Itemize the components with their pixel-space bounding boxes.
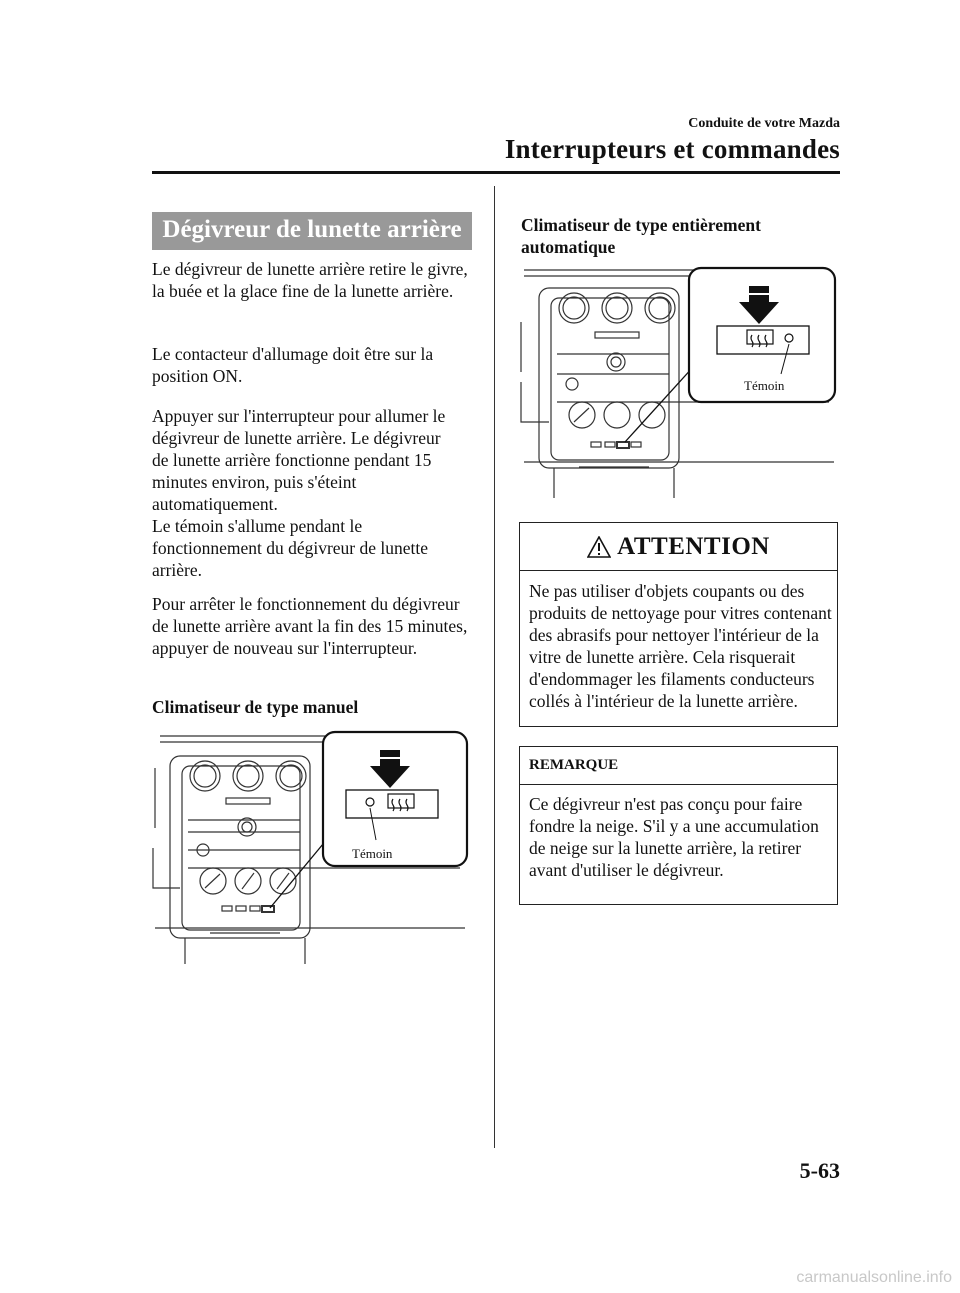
note-body: Ce dégivreur n'est pas conçu pour faire fondre la neige. S'il y a une accumulation de neige sur la lunette arrière, la retirer avant d'utiliser le dégivreur. [529, 794, 819, 880]
section-banner-wrap [152, 212, 472, 250]
operation-line: automatiquement. [152, 494, 278, 514]
stop-paragraph: Pour arrêter le fonctionnement du dégivreur de lunette arrière avant la fin des 15 minutes, appuyer de nouveau sur l'interrupteur. [152, 594, 468, 658]
operation-line: minutes environ, puis s'éteint [152, 472, 357, 492]
attention-header [520, 523, 837, 571]
auto-indicator-label: Témoin [744, 378, 785, 393]
operation-line: Appuyer sur l'interrupteur pour allumer le [152, 406, 446, 426]
attention-body: Ne pas utiliser d'objets coupants ou des produits de nettoyage pour vitres contenant des abrasifs pour nettoyer l'intérieur de la vitre de lunette arrière. Cela risquerait d'endommager les filaments conducteurs collés à l'intérieur de la lunette arrière. [529, 581, 832, 711]
chapter-subtitle: Conduite de votre Mazda [688, 116, 840, 131]
operation-line: dégivreur de lunette arrière. Le dégivreur [152, 428, 441, 448]
column-divider [494, 186, 495, 1148]
chapter-title: Interrupteurs et commandes [504, 134, 840, 164]
note-title: REMARQUE [520, 747, 837, 785]
intro-paragraph: Le dégivreur de lunette arrière retire le givre, la buée et la glace fine de la lunette arrière. [152, 259, 468, 301]
ignition-paragraph: Le contacteur d'allumage doit être sur la position ON. [152, 344, 434, 386]
attention-box [519, 522, 838, 727]
page-number: 5-63 [799, 1158, 840, 1183]
operation-line: de lunette arrière fonctionne pendant 15 [152, 450, 432, 470]
header-rule [152, 171, 840, 174]
auto-ac-heading: Climatiseur de type entièrement automatique [521, 215, 761, 257]
auto-ac-figure [519, 262, 839, 507]
operation-line: fonctionnement du dégivreur de lunette [152, 538, 429, 558]
watermark: carmanualsonline.info [796, 1269, 952, 1286]
manual-ac-figure [150, 728, 470, 973]
section-title: Dégivreur de lunette arrière [152, 212, 472, 250]
note-box [519, 746, 838, 905]
operation-line: Le témoin s'allume pendant le [152, 516, 363, 536]
manual-indicator-label: Témoin [352, 846, 393, 861]
operation-line: arrière. [152, 560, 203, 580]
attention-title: ATTENTION [617, 532, 770, 560]
manual-ac-heading: Climatiseur de type manuel [152, 697, 359, 717]
warning-triangle-icon [587, 536, 611, 558]
operation-paragraph [152, 405, 472, 581]
